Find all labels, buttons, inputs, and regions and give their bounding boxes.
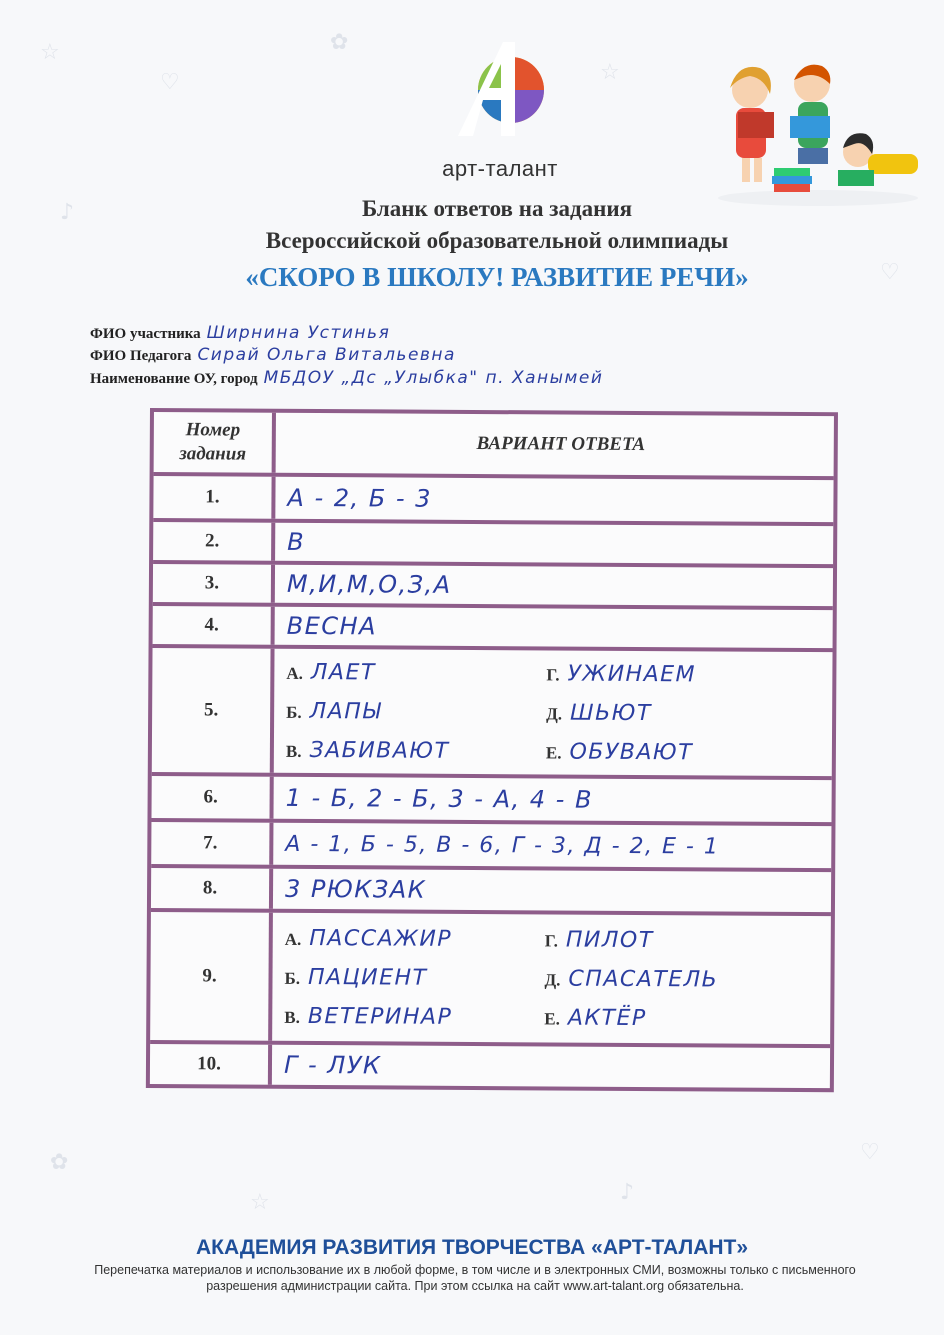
table-row	[151, 864, 831, 912]
answers-table	[146, 408, 838, 1092]
answer-pair: Г. УЖИНАЕМ	[546, 661, 697, 687]
answer-pair: В. ЗАБИВАЮТ	[285, 737, 450, 764]
table-row	[152, 644, 833, 776]
task-number: 7.	[151, 822, 273, 865]
answer-pair: Б. ПАЦИЕНТ	[284, 964, 428, 991]
footer-title: АКАДЕМИЯ РАЗВИТИЯ ТВОРЧЕСТВА «АРТ-ТАЛАНТ»	[195, 1236, 749, 1259]
doodle-star-icon: ☆	[250, 1190, 270, 1215]
answer-pair: Д. СПАСАТЕЛЬ	[544, 966, 719, 992]
answer-text: Г - ЛУК	[283, 1050, 382, 1080]
answer-pair: А. ПАССАЖИР	[284, 925, 453, 952]
doodle-flower-icon: ✿	[50, 1150, 69, 1175]
task-number: 9.	[150, 912, 273, 1041]
header-task-number: Номер задания	[154, 412, 276, 473]
doodle-flower-icon: ✿	[330, 30, 349, 55]
task-number: 5.	[152, 648, 275, 773]
task-number: 1.	[153, 476, 275, 519]
teacher-field	[90, 345, 456, 365]
teacher-label: ФИО Педагога	[90, 348, 192, 364]
table-row	[153, 602, 833, 648]
answer-text: А - 2, Б - 3	[287, 483, 433, 513]
answer-pair: Е. ОБУВАЮТ	[545, 739, 694, 765]
table-row	[153, 518, 833, 564]
doodle-note-icon: ♪	[620, 1180, 635, 1205]
doodle-heart-icon: ♡	[160, 70, 180, 95]
answer-pair: Г. ПИЛОТ	[544, 927, 654, 953]
table-row	[150, 908, 831, 1044]
task-number: 2.	[153, 522, 275, 561]
answer-pairs	[284, 919, 831, 1037]
answer-text: М,И,М,О,З,А	[286, 569, 452, 599]
task-number: 10.	[150, 1044, 272, 1085]
sheet-title: Бланк ответов на задания	[361, 196, 633, 221]
task-number: 8.	[151, 868, 273, 909]
reading-children-illustration	[708, 50, 926, 210]
teacher-value: Сирай Ольга Витальевна	[197, 345, 456, 365]
answer-text: 3 РЮКЗАК	[284, 874, 427, 904]
table-row	[153, 560, 833, 606]
doodle-heart-icon: ♡	[880, 260, 900, 285]
footer-copyright-note: Перепечатка материалов и использование их в любой форме, в том числе и в электронных СМИ, возможны только с письменного разрешения администрации сайта. При этом ссылка на сайт www.art-talant.org обязательна.	[94, 1263, 856, 1293]
answer-text: В	[287, 527, 306, 556]
doodle-star-icon: ☆	[40, 40, 60, 65]
table-row	[151, 772, 831, 822]
doodle-star-icon: ☆	[600, 60, 620, 85]
art-talant-logo	[440, 38, 560, 188]
header-answer: ВАРИАНТ ОТВЕТА	[476, 432, 646, 456]
table-row	[151, 818, 831, 868]
doodle-heart-icon: ♡	[860, 1140, 880, 1165]
participant-field	[90, 323, 390, 343]
table-row	[153, 472, 833, 522]
answer-pair: Д. ШЬЮТ	[546, 700, 652, 726]
answer-text: ВЕСНА	[286, 611, 378, 641]
organization-value: МБДОУ „Дс „Улыбка" п. Ханымей	[263, 368, 604, 388]
task-number: 3.	[153, 564, 275, 603]
answer-pair: В. ВЕТЕРИНАР	[284, 1003, 453, 1030]
answer-pair: А. ЛАЕТ	[286, 659, 376, 685]
answer-pair: Е. АКТЁР	[544, 1005, 647, 1031]
organization-field	[90, 368, 603, 388]
logo-a-icon	[453, 38, 545, 138]
doodle-note-icon: ♪	[60, 200, 75, 225]
answer-pair: Б. ЛАПЫ	[286, 698, 382, 724]
olympiad-title: Всероссийской образовательной олимпиады	[265, 228, 729, 253]
table-header	[154, 412, 834, 476]
logo-caption: арт-талант	[442, 156, 558, 181]
table-row	[150, 1040, 830, 1088]
task-number: 6.	[151, 776, 273, 819]
answer-text: А - 1, Б - 5, В - 6, Г - 3, Д - 2, Е - 1	[285, 831, 720, 859]
olympiad-name: «СКОРО В ШКОЛУ! РАЗВИТИЕ РЕЧИ»	[245, 262, 749, 292]
answer-text: 1 - Б, 2 - Б, 3 - А, 4 - В	[285, 783, 594, 814]
organization-label: Наименование ОУ, город	[90, 371, 258, 387]
participant-label: ФИО участника	[90, 326, 201, 342]
task-number: 4.	[153, 606, 275, 645]
participant-value: Ширнина Устинья	[206, 323, 391, 343]
answer-pairs	[286, 653, 833, 771]
